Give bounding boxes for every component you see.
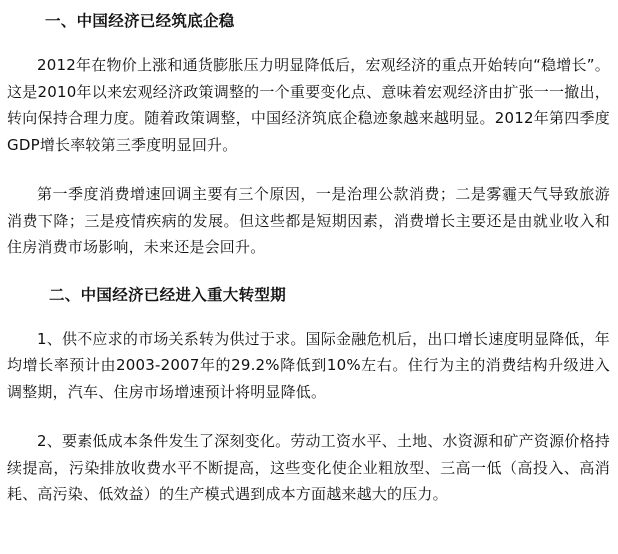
paragraph: 2012年在物价上涨和通货膨胀压力明显降低后，宏观经济的重点开始转向“稳增长”。这是2010年以来宏观经济政策调整的一个重要变化点、意味着宏观经济由扩张一一撤出，转向保持合理力度。随着政策调整，中国经济筑底企稳迹象越来越明显。2012年第四季度GDP增长率较第三季度明显回升。 bbox=[7, 56, 610, 154]
paragraph: 2、要素低成本条件发生了深刻变化。劳动工资水平、土地、水资源和矿产资源价格持续提高，污染排放收费水平不断提高，这些变化使企业粗放型、三高一低（高投入、高消耗、高污染、低效益）的生产模式遇到成本方面越来越大的压力。 bbox=[7, 432, 610, 503]
section-heading-2: 二、中国经济已经进入重大转型期 bbox=[49, 285, 287, 304]
section-heading-1: 一、中国经济已经筑底企稳 bbox=[45, 12, 235, 30]
paragraph: 第一季度消费增速回调主要有三个原因，一是治理公款消费；二是雾霾天气导致旅游消费下降；三是疫情疾病的发展。但这些都是短期因素，消费增长主要还是由就业收入和住房消费市场影响，未来还是会回升。 bbox=[7, 185, 610, 256]
paragraph: 1、供不应求的市场关系转为供过于求。国际金融危机后，出口增长速度明显降低，年均增长率预计由2003-2007年的29.2%降低到10%左右。住行为主的消费结构升级进入调整期，汽车、住房市场增速预计将明显降低。 bbox=[7, 329, 610, 401]
